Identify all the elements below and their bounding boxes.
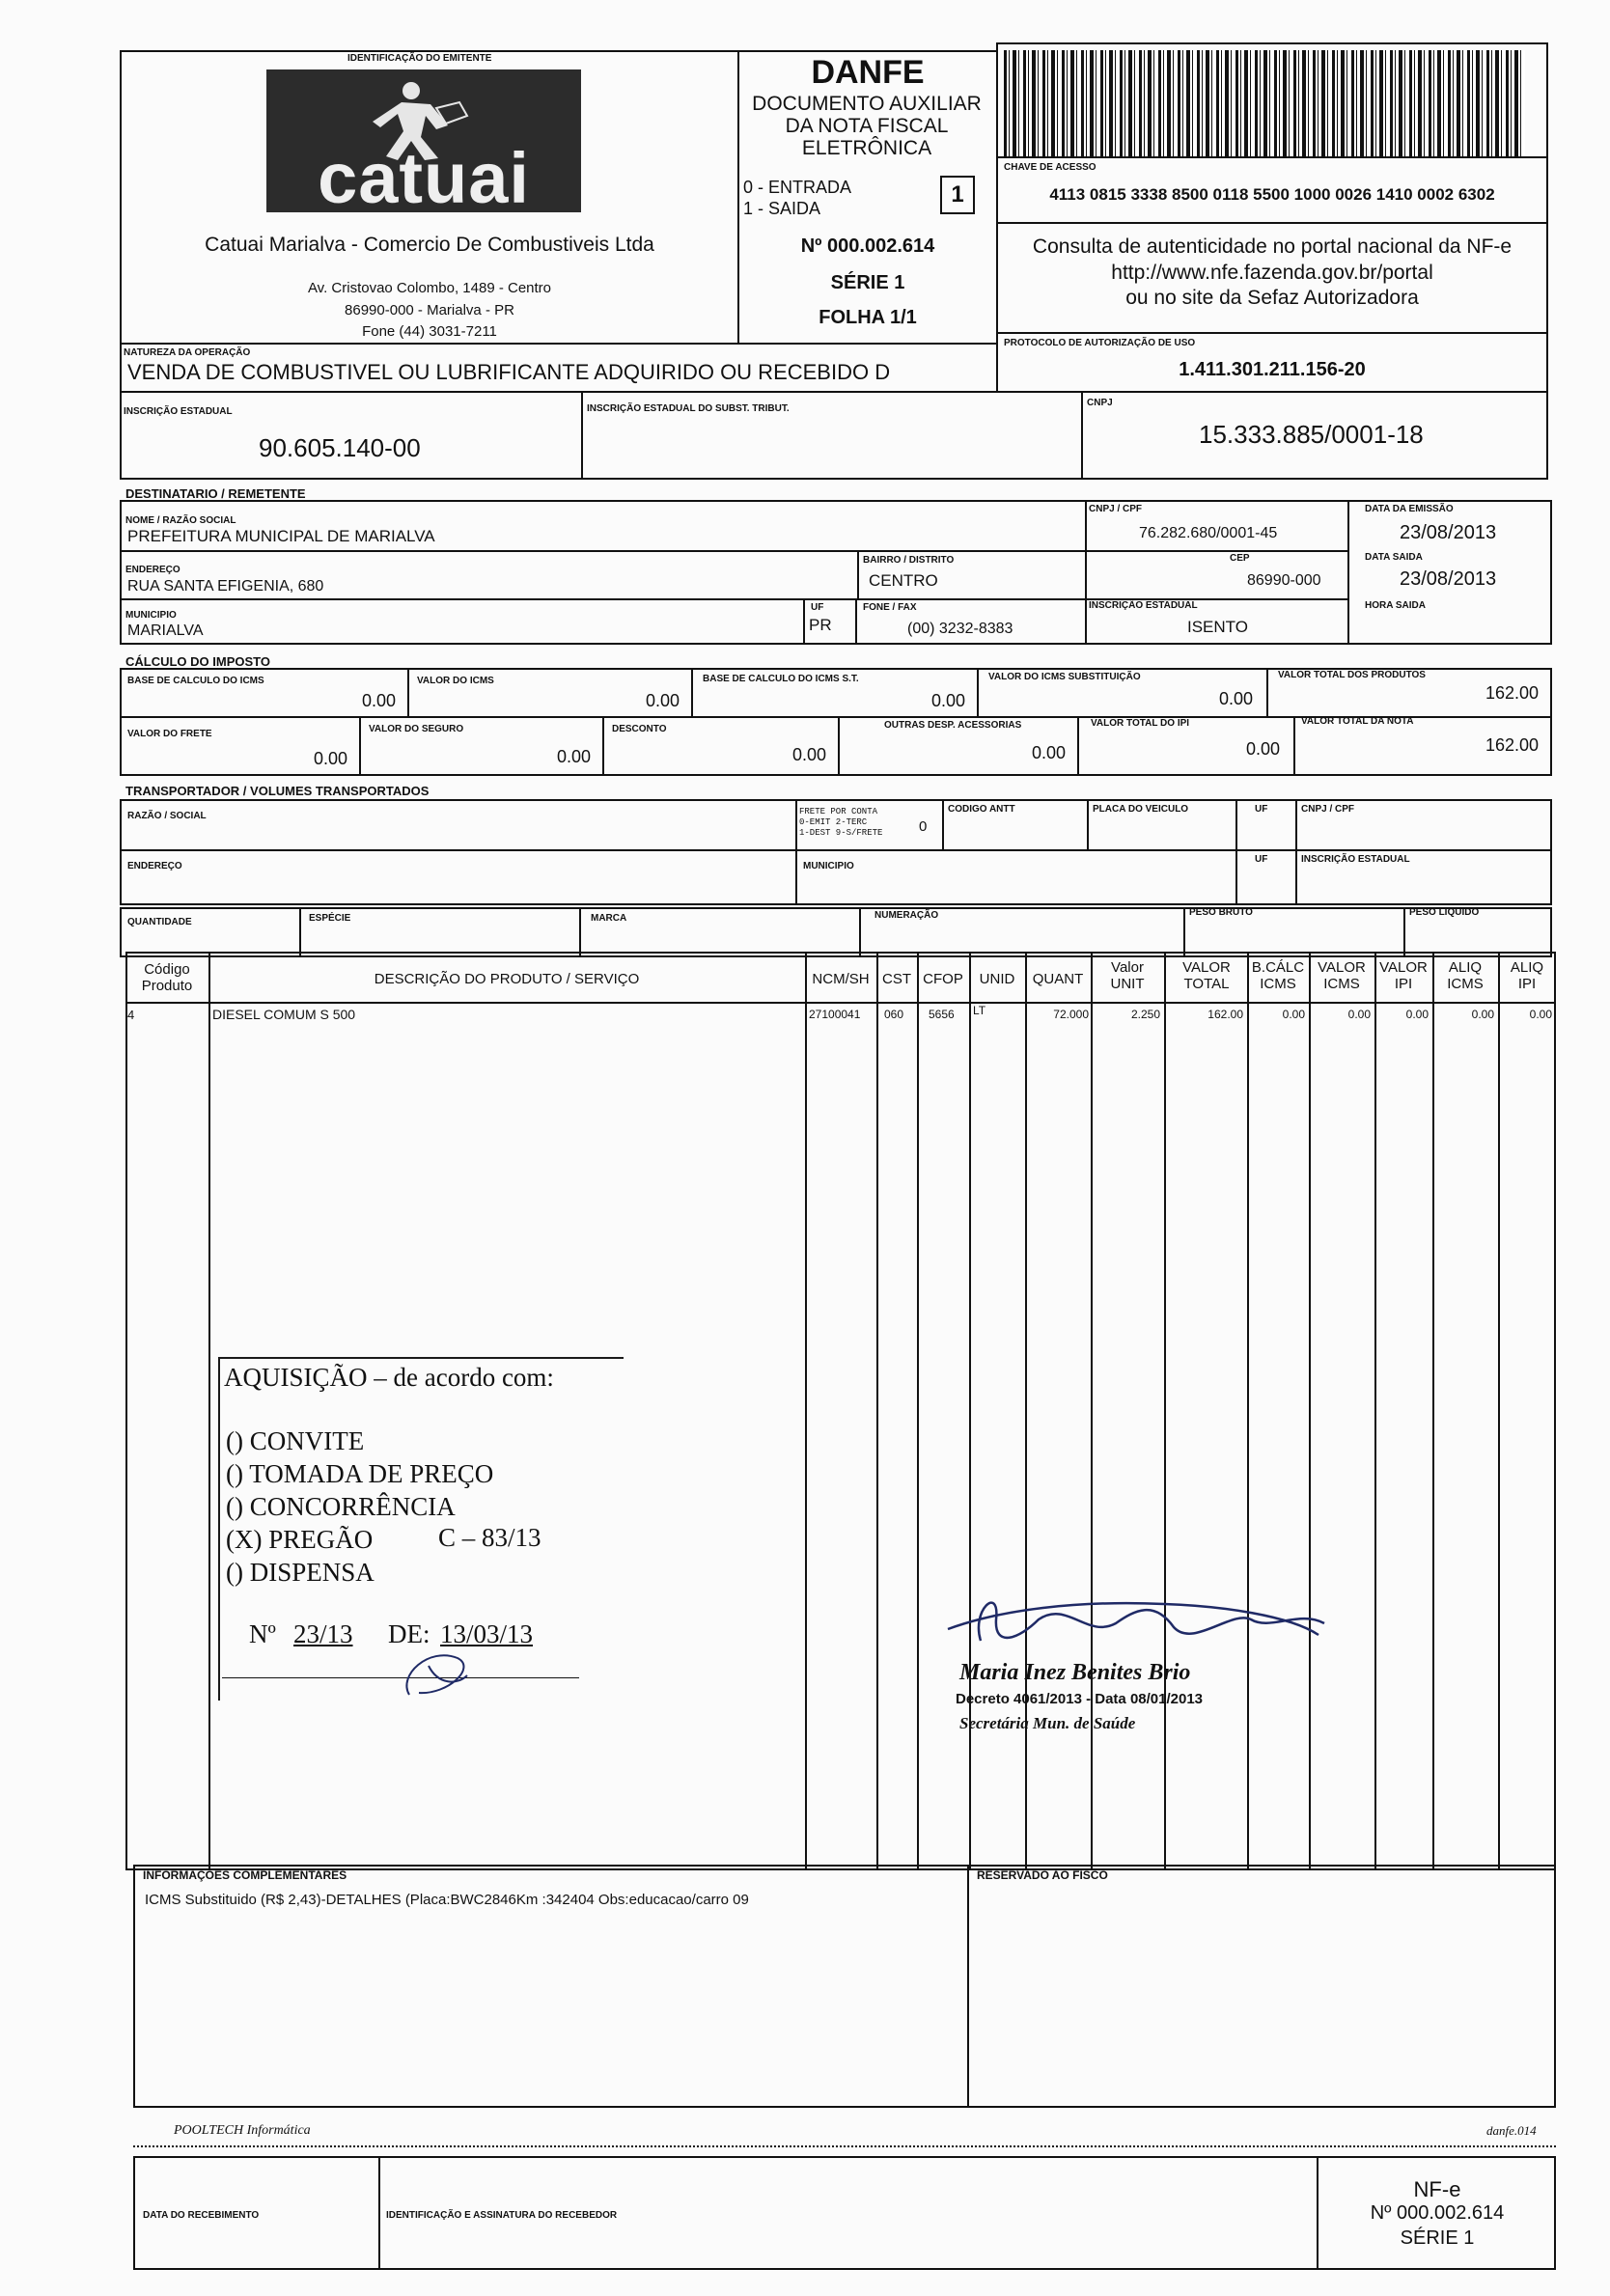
cell-aliq-icms: 0.00	[1471, 1008, 1494, 1021]
cnpj-emit-label: CNPJ	[1087, 398, 1113, 408]
antt-label: CODIGO ANTT	[948, 804, 1015, 815]
software-credit: POOLTECH Informática	[174, 2123, 311, 2138]
danfe-folha: FOLHA 1/1	[819, 307, 917, 328]
header-valor-unit: Valor UNIT	[1110, 959, 1145, 992]
dest-endereco: RUA SANTA EFIGENIA, 680	[127, 578, 324, 595]
vol-col-4	[1183, 907, 1185, 957]
transp-ie-label: INSCRIÇÃO ESTADUAL	[1301, 854, 1410, 865]
company-address: Av. Cristovao Colombo, 1489 - Centro	[307, 280, 552, 296]
stamp-option-convite: () CONVITE	[226, 1426, 365, 1455]
ipi-value: 0.00	[1245, 739, 1280, 759]
frete-value: 0.00	[313, 749, 347, 768]
form-code: danfe.014	[1486, 2123, 1537, 2138]
header-aliq-ipi: ALIQ IPI	[1510, 959, 1544, 992]
danfe-title: DANFE	[811, 54, 925, 91]
transp-col-4	[1235, 799, 1237, 905]
cell-codigo: 4	[127, 1008, 135, 1022]
cell-quant: 72.000	[1053, 1008, 1089, 1021]
cell-descricao: DIESEL COMUM S 500	[212, 1007, 356, 1022]
seguro-label: VALOR DO SEGURO	[369, 724, 464, 734]
transportador-section-label: TRANSPORTADOR / VOLUMES TRANSPORTADOS	[125, 784, 430, 798]
cell-ncm: 27100041	[809, 1008, 861, 1021]
frete-line-3: 1-DEST 9-S/FRETE	[799, 828, 883, 838]
dest-col-divider-5	[855, 598, 857, 645]
dest-fone: (00) 3232-8383	[907, 621, 1013, 637]
header-aliq-icms: ALIQ ICMS	[1447, 959, 1484, 992]
stamp-numero-label: Nº	[249, 1619, 276, 1648]
dest-emissao-label: DATA DA EMISSÃO	[1365, 504, 1454, 514]
ipi-label: VALOR TOTAL DO IPI	[1091, 718, 1190, 729]
destinatario-section-label: DESTINATARIO / REMETENTE	[125, 486, 306, 501]
consulta-url[interactable]: http://www.nfe.fazenda.gov.br/portal	[1111, 262, 1433, 284]
imposto-col-3	[977, 668, 979, 716]
bc-icms-label: BASE DE CALCULO DO ICMS	[127, 676, 264, 686]
dest-uf-label: UF	[811, 602, 824, 613]
dest-fone-label: FONE / FAX	[863, 602, 917, 613]
header-valor-ipi: VALOR IPI	[1379, 959, 1428, 992]
products-header-divider	[125, 1002, 1556, 1004]
transp-uf-label: UF	[1255, 804, 1268, 815]
vol-col-1	[299, 907, 301, 957]
stamp-numero: 23/13	[293, 1619, 353, 1648]
peso-bruto-label: PESO BRUTO	[1189, 907, 1253, 918]
fisco-label: RESERVADO AO FISCO	[977, 1868, 1108, 1882]
bc-st-value: 0.00	[930, 691, 965, 710]
cell-ipi: 0.00	[1405, 1008, 1429, 1021]
company-name: Catuai Marialva - Comercio De Combustiveis Ltda	[205, 234, 654, 256]
prod-col-4	[917, 952, 919, 1870]
dest-hora-label: HORA SAIDA	[1365, 600, 1426, 611]
peso-liquido-label: PESO LIQUIDO	[1409, 907, 1480, 918]
transp-uf2-label: UF	[1255, 854, 1268, 865]
frete-label: VALOR DO FRETE	[127, 729, 212, 739]
imposto-col-5	[359, 716, 361, 776]
inscricao-value: 90.605.140-00	[259, 433, 421, 462]
bc-icms-value: 0.00	[361, 691, 396, 710]
prod-col-8	[1164, 952, 1166, 1870]
chave-label: CHAVE DE ACESSO	[1004, 162, 1096, 173]
dest-col-divider-2	[1347, 500, 1349, 645]
imposto-col-8	[1077, 716, 1079, 776]
prod-col-3	[876, 952, 878, 1870]
stamp-data-label: DE:	[388, 1619, 430, 1648]
header-descricao: DESCRIÇÃO DO PRODUTO / SERVIÇO	[374, 971, 640, 987]
prod-col-13	[1498, 952, 1500, 1870]
transp-cnpj-label: CNPJ / CPF	[1301, 804, 1355, 815]
stamp-option-concorrencia: () CONCORRÊNCIA	[226, 1492, 456, 1521]
vol-col-2	[579, 907, 581, 957]
dest-saida-label: DATA SAIDA	[1365, 552, 1423, 563]
dest-cep: 86990-000	[1247, 572, 1321, 589]
emitente-section-label: IDENTIFICAÇÃO DO EMITENTE	[347, 53, 492, 64]
dest-nome: PREFEITURA MUNICIPAL DE MARIALVA	[127, 527, 435, 545]
cnpj-emit-value: 15.333.885/0001-18	[1199, 420, 1424, 449]
icms-st-value: 0.00	[1218, 689, 1253, 708]
imposto-col-7	[838, 716, 840, 776]
stamp-pregao-ref: C – 83/13	[438, 1523, 541, 1552]
marca-label: MARCA	[591, 913, 627, 924]
consulta-text: Consulta de autenticidade no portal nacional da NF-e	[1032, 235, 1513, 258]
dest-endereco-label: ENDEREÇO	[125, 565, 180, 575]
inscricao-st-label: INSCRIÇÃO ESTADUAL DO SUBST. TRIBUT.	[587, 403, 790, 414]
footer-number: Nº 000.002.614	[1370, 2202, 1505, 2224]
frete-line-1: FRETE POR CONTA	[799, 807, 878, 816]
info-complementar-label: INFORMAÇÕES COMPLEMENTARES	[143, 1868, 347, 1882]
transp-row-divider	[120, 849, 1552, 851]
outras-value: 0.00	[1031, 743, 1066, 762]
dest-ie: ISENTO	[1187, 618, 1248, 636]
cell-unit: 2.250	[1130, 1008, 1160, 1021]
protocolo-label: PROTOCOLO DE AUTORIZAÇÃO DE USO	[1004, 338, 1196, 348]
frete-por-conta-value: 0	[919, 818, 928, 835]
vol-col-3	[859, 907, 861, 957]
cell-cfop: 5656	[929, 1008, 955, 1021]
seguro-value: 0.00	[556, 747, 591, 766]
stamp-option-tomada: () TOMADA DE PREÇO	[226, 1459, 494, 1488]
stamp-option-pregao: (X) PREGÃO	[226, 1525, 374, 1554]
prod-col-2	[805, 952, 807, 1870]
company-cep-city: 86990-000 - Marialva - PR	[345, 302, 514, 318]
dest-col-divider-1	[1085, 500, 1087, 645]
prod-col-1	[208, 952, 210, 1870]
assinatura-label: IDENTIFICAÇÃO E ASSINATURA DO RECEBEDOR	[386, 2210, 618, 2221]
transp-endereco-label: ENDEREÇO	[127, 861, 182, 871]
header-quant: QUANT	[1032, 971, 1084, 987]
transp-municipio-label: MUNICIPIO	[803, 861, 854, 871]
total-nota-label: VALOR TOTAL DA NOTA	[1301, 716, 1414, 727]
cell-unid: LT	[973, 1004, 986, 1017]
fisco-box	[967, 1865, 1556, 2108]
dest-nome-label: NOME / RAZÃO SOCIAL	[125, 515, 236, 526]
stamp-options	[226, 1425, 493, 1589]
stamp-initials-icon	[390, 1637, 483, 1710]
recibo-col-1	[378, 2156, 380, 2270]
natureza-label: NATUREZA DA OPERAÇÃO	[124, 347, 251, 358]
imposto-col-4	[1266, 668, 1268, 716]
transp-col-5	[1295, 799, 1297, 905]
vol-col-5	[1403, 907, 1405, 957]
prod-col-9	[1247, 952, 1249, 1870]
icms-label: VALOR DO ICMS	[417, 676, 494, 686]
dest-uf: PR	[809, 616, 832, 634]
danfe-type-value: 1	[940, 176, 975, 214]
danfe-subtitle: DOCUMENTO AUXILIAR DA NOTA FISCAL ELETRÔNICA	[752, 93, 982, 159]
total-produtos-label: VALOR TOTAL DOS PRODUTOS	[1278, 670, 1426, 680]
signature-scribble-icon	[942, 1581, 1347, 1668]
chave-value: 4113 0815 3338 8500 0118 5500 1000 0026 1410 0002 6302	[1049, 185, 1495, 204]
prod-col-12	[1432, 952, 1434, 1870]
barcode-icon	[1004, 50, 1525, 156]
dest-municipio: MARIALVA	[127, 622, 204, 639]
destinatario-box	[120, 500, 1552, 645]
dest-col-divider-4	[803, 598, 805, 645]
prod-col-11	[1374, 952, 1376, 1870]
outras-label: OUTRAS DESP. ACESSORIAS	[884, 720, 1022, 731]
imposto-col-9	[1293, 716, 1295, 776]
danfe-serie: SÉRIE 1	[830, 272, 905, 293]
dest-municipio-label: MUNICIPIO	[125, 610, 177, 621]
especie-label: ESPÉCIE	[309, 913, 351, 924]
header-bc-icms: B.CÁLC ICMS	[1251, 959, 1305, 992]
dest-col-divider-3	[857, 550, 859, 598]
dest-bairro: CENTRO	[869, 571, 938, 590]
header-cst: CST	[882, 971, 911, 987]
total-produtos-value: 162.00	[1485, 683, 1539, 703]
recebimento-label: DATA DO RECEBIMENTO	[143, 2210, 260, 2221]
signature-name: Maria Inez Benites Brio	[959, 1660, 1191, 1685]
imposto-col-6	[602, 716, 604, 776]
footer-serie: SÉRIE 1	[1400, 2227, 1475, 2249]
dest-cnpj-label: CNPJ / CPF	[1089, 504, 1143, 514]
transp-razao-label: RAZÃO / SOCIAL	[127, 811, 207, 821]
header-unid: UNID	[979, 971, 1015, 987]
icms-value: 0.00	[645, 691, 680, 710]
info-complementar-text: ICMS Substituido (R$ 2,43)-DETALHES (Placa:BWC2846Km :342404 Obs:educacao/carro 09	[145, 1892, 749, 1908]
dest-cep-label: CEP	[1230, 553, 1250, 564]
frete-line-2: 0-EMIT 2-TERC	[799, 817, 868, 827]
danfe-number: Nº 000.002.614	[800, 235, 935, 257]
cell-total: 162.00	[1208, 1008, 1243, 1021]
header-cfop: CFOP	[923, 971, 963, 987]
placa-label: PLACA DO VEICULO	[1093, 804, 1189, 815]
logo-text: catuai	[318, 138, 530, 218]
stamp-title: AQUISIÇÃO – de acordo com:	[224, 1363, 554, 1392]
cell-aliq-ipi: 0.00	[1529, 1008, 1552, 1021]
frete-por-conta-label	[799, 807, 882, 839]
cell-bc-icms: 0.00	[1282, 1008, 1305, 1021]
dest-emissao: 23/08/2013	[1400, 522, 1497, 543]
total-nota-value: 162.00	[1485, 735, 1539, 755]
quantidade-label: QUANTIDADE	[127, 917, 192, 927]
danfe-entrada: 0 - ENTRADA	[743, 178, 852, 197]
header-valor-total: VALOR TOTAL	[1182, 959, 1231, 992]
dest-cnpj: 76.282.680/0001-45	[1139, 525, 1278, 541]
dest-saida: 23/08/2013	[1400, 568, 1497, 590]
stamp-data: 13/03/13	[440, 1619, 534, 1648]
company-logo	[266, 69, 581, 218]
transp-col-1	[795, 799, 797, 905]
footer-nfe: NF-e	[1413, 2177, 1461, 2201]
bc-st-label: BASE DE CALCULO DO ICMS S.T.	[703, 674, 859, 684]
numeracao-label: NUMERAÇÃO	[874, 910, 939, 921]
company-phone: Fone (44) 3031-7211	[362, 323, 497, 340]
desconto-value: 0.00	[791, 745, 826, 764]
signature-decreto: Decreto 4061/2013 - Data 08/01/2013	[956, 1691, 1204, 1707]
imposto-col-2	[691, 668, 693, 716]
dest-row-divider-1	[120, 550, 1349, 552]
imposto-section-label: CÁLCULO DO IMPOSTO	[125, 654, 270, 669]
consulta-sefaz: ou no site da Sefaz Autorizadora	[1125, 287, 1419, 309]
header-ncm: NCM/SH	[812, 971, 870, 987]
cell-icms: 0.00	[1347, 1008, 1371, 1021]
imposto-col-1	[407, 668, 409, 716]
cell-cst: 060	[884, 1008, 904, 1021]
cut-line	[133, 2145, 1556, 2147]
transp-col-3	[1087, 799, 1089, 849]
signature-cargo: Secretária Mun. de Saúde	[959, 1714, 1136, 1732]
danfe-saida: 1 - SAIDA	[743, 199, 821, 218]
icms-st-label: VALOR DO ICMS SUBSTITUIÇÃO	[988, 672, 1141, 682]
header-valor-icms: VALOR ICMS	[1318, 959, 1366, 992]
stamp-option-dispensa: () DISPENSA	[226, 1558, 375, 1587]
header-codigo: Código Produto	[141, 961, 193, 994]
inscricao-label: INSCRIÇÃO ESTADUAL	[124, 406, 233, 417]
desconto-label: DESCONTO	[612, 724, 667, 734]
transp-col-2	[942, 799, 944, 849]
protocolo-value: 1.411.301.211.156-20	[1179, 359, 1366, 380]
dest-ie-label: INSCRIÇÃO ESTADUAL	[1089, 600, 1198, 611]
natureza-value: VENDA DE COMBUSTIVEL OU LUBRIFICANTE ADQUIRIDO OU RECEBIDO D	[127, 360, 891, 384]
dest-bairro-label: BAIRRO / DISTRITO	[863, 555, 955, 566]
prod-col-10	[1309, 952, 1311, 1870]
